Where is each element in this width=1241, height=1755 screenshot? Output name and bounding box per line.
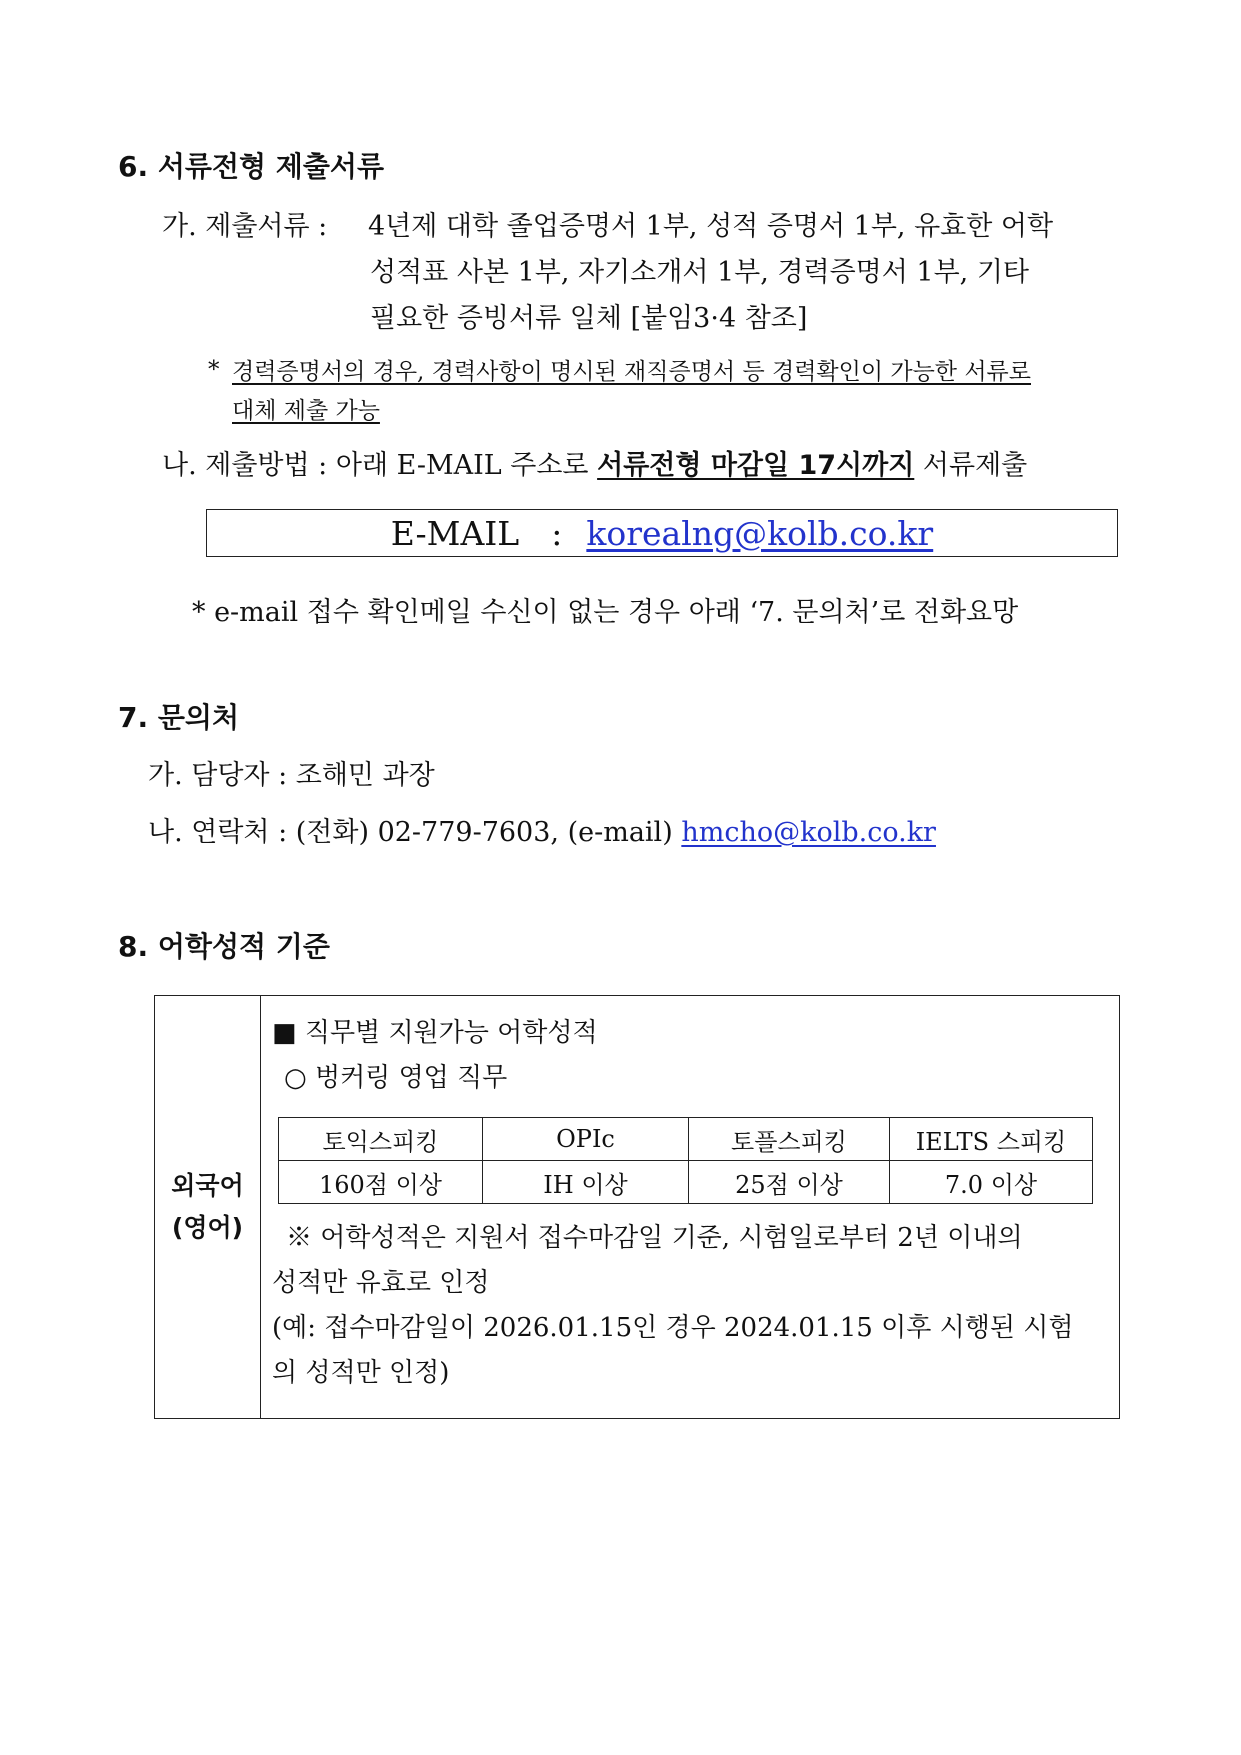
submit-method-suffix: 서류제출 — [922, 450, 1028, 481]
email-box-label: E-MAIL — [390, 513, 520, 553]
contact-person: 가. 담당자 : 조해민 과장 — [148, 760, 435, 791]
submit-method-label: 나. 제출방법 : — [162, 450, 328, 481]
submit-method-text: 아래 E-MAIL 주소로 — [335, 450, 589, 481]
score-value-ielts-speaking: 7.0 이상 — [890, 1161, 1093, 1204]
score-note-line-4: 의 성적만 인정) — [272, 1358, 450, 1388]
score-header-toefl-speaking: 토플스피킹 — [689, 1118, 890, 1161]
language-category-line-2: (영어) — [171, 1213, 244, 1242]
score-value-toeic-speaking: 160점 이상 — [279, 1161, 483, 1204]
section-6-heading: 6. 서류전형 제출서류 — [118, 150, 385, 183]
score-value-row — [279, 1161, 1093, 1204]
contact-info-row — [148, 810, 936, 849]
contact-email-link[interactable]: hmcho@kolb.co.kr — [681, 817, 936, 848]
score-note-line-2: 성적만 유효로 인정 — [272, 1268, 490, 1298]
language-category-cell — [155, 996, 261, 1418]
language-category-line-1: 외국어 — [171, 1171, 244, 1200]
score-subtitle: ■ 직무별 지원가능 어학성적 — [272, 1018, 598, 1048]
career-cert-note-line-1: 경력증명서의 경우, 경력사항이 명시된 재직증명서 등 경력확인이 가능한 서류로 — [232, 359, 1031, 385]
email-confirm-note: * e-mail 접수 확인메일 수신이 없는 경우 아래 ‘7. 문의처’로 전화요망 — [192, 597, 1019, 628]
score-header-toeic-speaking: 토익스피킹 — [279, 1118, 483, 1161]
section-7-heading: 7. 문의처 — [118, 701, 240, 734]
submit-docs-line-1: 4년제 대학 졸업증명서 1부, 성적 증명서 1부, 유효한 어학 — [368, 211, 1054, 242]
score-header-row — [279, 1118, 1093, 1161]
application-email-link[interactable]: korealng@kolb.co.kr — [586, 513, 934, 553]
score-value-toefl-speaking: 25점 이상 — [689, 1161, 890, 1204]
contact-info-prefix: 나. 연락처 : (전화) 02-779-7603, (e-mail) — [148, 817, 673, 848]
email-box — [206, 509, 1118, 557]
career-cert-note-line-2: 대체 제출 가능 — [232, 398, 380, 424]
deadline-text: 서류전형 마감일 17시까지 — [597, 450, 915, 481]
section-8-heading: 8. 어학성적 기준 — [118, 930, 330, 963]
score-header-opic: OPIc — [483, 1118, 689, 1161]
score-value-opic: IH 이상 — [483, 1161, 689, 1204]
score-requirement-table — [278, 1117, 1093, 1204]
submit-method-row — [162, 443, 1027, 482]
score-header-ielts-speaking: IELTS 스피킹 — [890, 1118, 1093, 1161]
submit-docs-line-2: 성적표 사본 1부, 자기소개서 1부, 경력증명서 1부, 기타 — [370, 257, 1029, 288]
submit-docs-line-3: 필요한 증빙서류 일체 [붙임3·4 참조] — [370, 303, 808, 334]
score-note-line-3: (예: 접수마감일이 2026.01.15인 경우 2024.01.15 이후 시행된 시험 — [272, 1313, 1074, 1343]
submit-docs-label: 가. 제출서류 : — [162, 211, 328, 242]
job-title: ○ 벙커링 영업 직무 — [284, 1063, 508, 1093]
score-note-line-1: ※ 어학성적은 지원서 접수마감일 기준, 시험일로부터 2년 이내의 — [286, 1223, 1023, 1253]
email-box-separator: : — [551, 513, 563, 553]
note-star: * — [208, 357, 220, 383]
